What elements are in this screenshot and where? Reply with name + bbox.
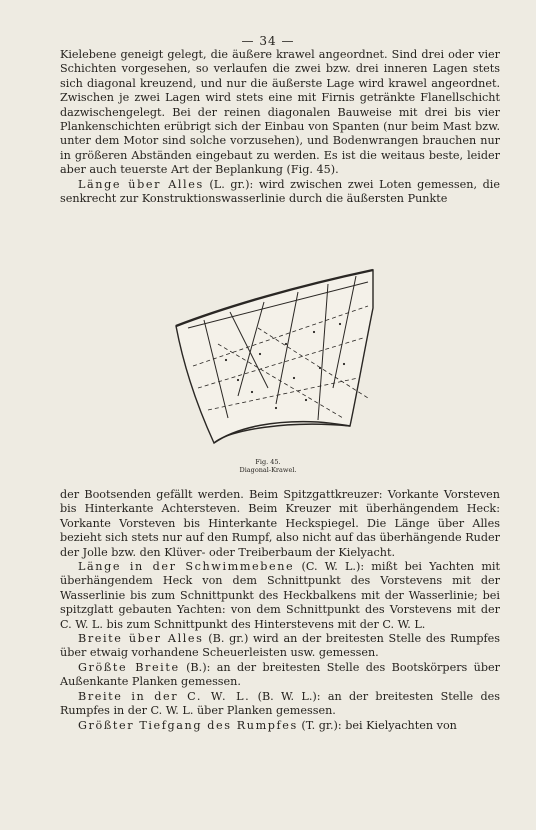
paragraph-tiefgang — [60, 719, 500, 733]
term-breite-ueber-alles: Breite über Alles — [78, 632, 204, 646]
paragraph-length-overall — [60, 178, 500, 207]
text-block-bottom — [60, 488, 500, 733]
definition-breite-cwl: (B. W. L.): an der breitesten Stelle des Rumpfes in der C. W. L. über Planken gemessen. — [60, 689, 500, 718]
figure-number: Fig. 45. — [255, 458, 281, 466]
paragraph-planking: Kielebene geneigt gelegt, die äußere krawel angeordnet. Sind drei oder vier Schichten vorgesehen, so verlaufen die zwei bzw. drei inneren Lagen stets sich diagonal kreuzend, und nur die äußerste Lage wird krawel angeordnet. Zwischen je zwei Lagen wird stets eine mit Firnis getränkte Flanellschicht dazwischengelegt. Bei der reinen diagonalen Bauweise mit drei bis vier Plankenschichten erübrigt sich der Einbau von Spanten (nur beim Mast bzw. unter dem Motor sind solche vorzusehen), und Bodenwrangen brauchen nur in größeren Abständen eingebaut zu werden. Es ist die weitaus beste, leider aber auch teuerste Art der Beplankung (Fig. 45). — [60, 48, 500, 177]
paragraph-continuation: der Bootsenden gefällt werden. Beim Spitzgattkreuzer: Vorkante Vorsteven bis Hinterkante Achtersteven. Beim Kreuzer mit überhängendem Heck: Vorkante Vorsteven bis Hinterkante Heckspiegel. Die Länge über Alles bezieht sich stets nur auf den Rumpf, also nicht auf das überhängende Ruder der Jolle bzw. den Klüver- oder Treiberbaum der Kielyacht. — [60, 488, 500, 559]
definition-groesste-breite: (B.): an der breitesten Stelle des Bootskörpers über Außenkante Planken gemessen. — [60, 660, 500, 689]
term-cwl: Länge in der Schwimmebene — [78, 560, 295, 574]
hull-outline — [176, 270, 373, 443]
paragraph-breite-ueber-alles — [60, 632, 500, 661]
paragraph-groesste-breite — [60, 661, 500, 690]
definition-cwl: (C. W. L.): mißt bei Yachten mit überhängendem Heck von dem Schnittpunkt des Vorstevens mit der Wasserlinie bis zum Schnittpunkt des Heckbalkens mit der Wasserlinie; bei spitzglatt gebauten Yachten: von dem Schnittpunkt des Vorstevens mit der C. W. L. bis zum Schnittpunkt des Hinterstevens mit der C. W. L. — [60, 560, 501, 631]
paragraph-cwl — [60, 560, 500, 632]
text-block-top — [60, 48, 500, 206]
figure-title: Diagonal-Krawel. — [239, 466, 297, 474]
diagonal-krawel-figure — [168, 268, 378, 448]
term-groesste-breite: Größte Breite — [78, 660, 180, 674]
definition-length-overall: (L. gr.): wird zwischen zwei Loten gemessen, die senkrecht zur Konstruktionswasserlinie durch die äußersten Punkte — [60, 177, 500, 206]
page-number: — 34 — — [241, 34, 295, 48]
definition-tiefgang: (T. gr.): bei Kielyachten von — [297, 718, 457, 732]
paragraph-breite-cwl — [60, 690, 500, 719]
definition-breite-ueber-alles: (B. gr.) wird an der breitesten Stelle des Rumpfes über etwaig vorhandene Scheuerleisten usw. gemessen. — [60, 632, 500, 660]
term-length-overall: Länge über Alles — [78, 177, 204, 191]
term-breite-cwl: Breite in der C. W. L. — [78, 689, 251, 703]
term-tiefgang: Größter Tiefgang des Rumpfes — [78, 718, 298, 732]
figure-caption — [0, 458, 536, 474]
